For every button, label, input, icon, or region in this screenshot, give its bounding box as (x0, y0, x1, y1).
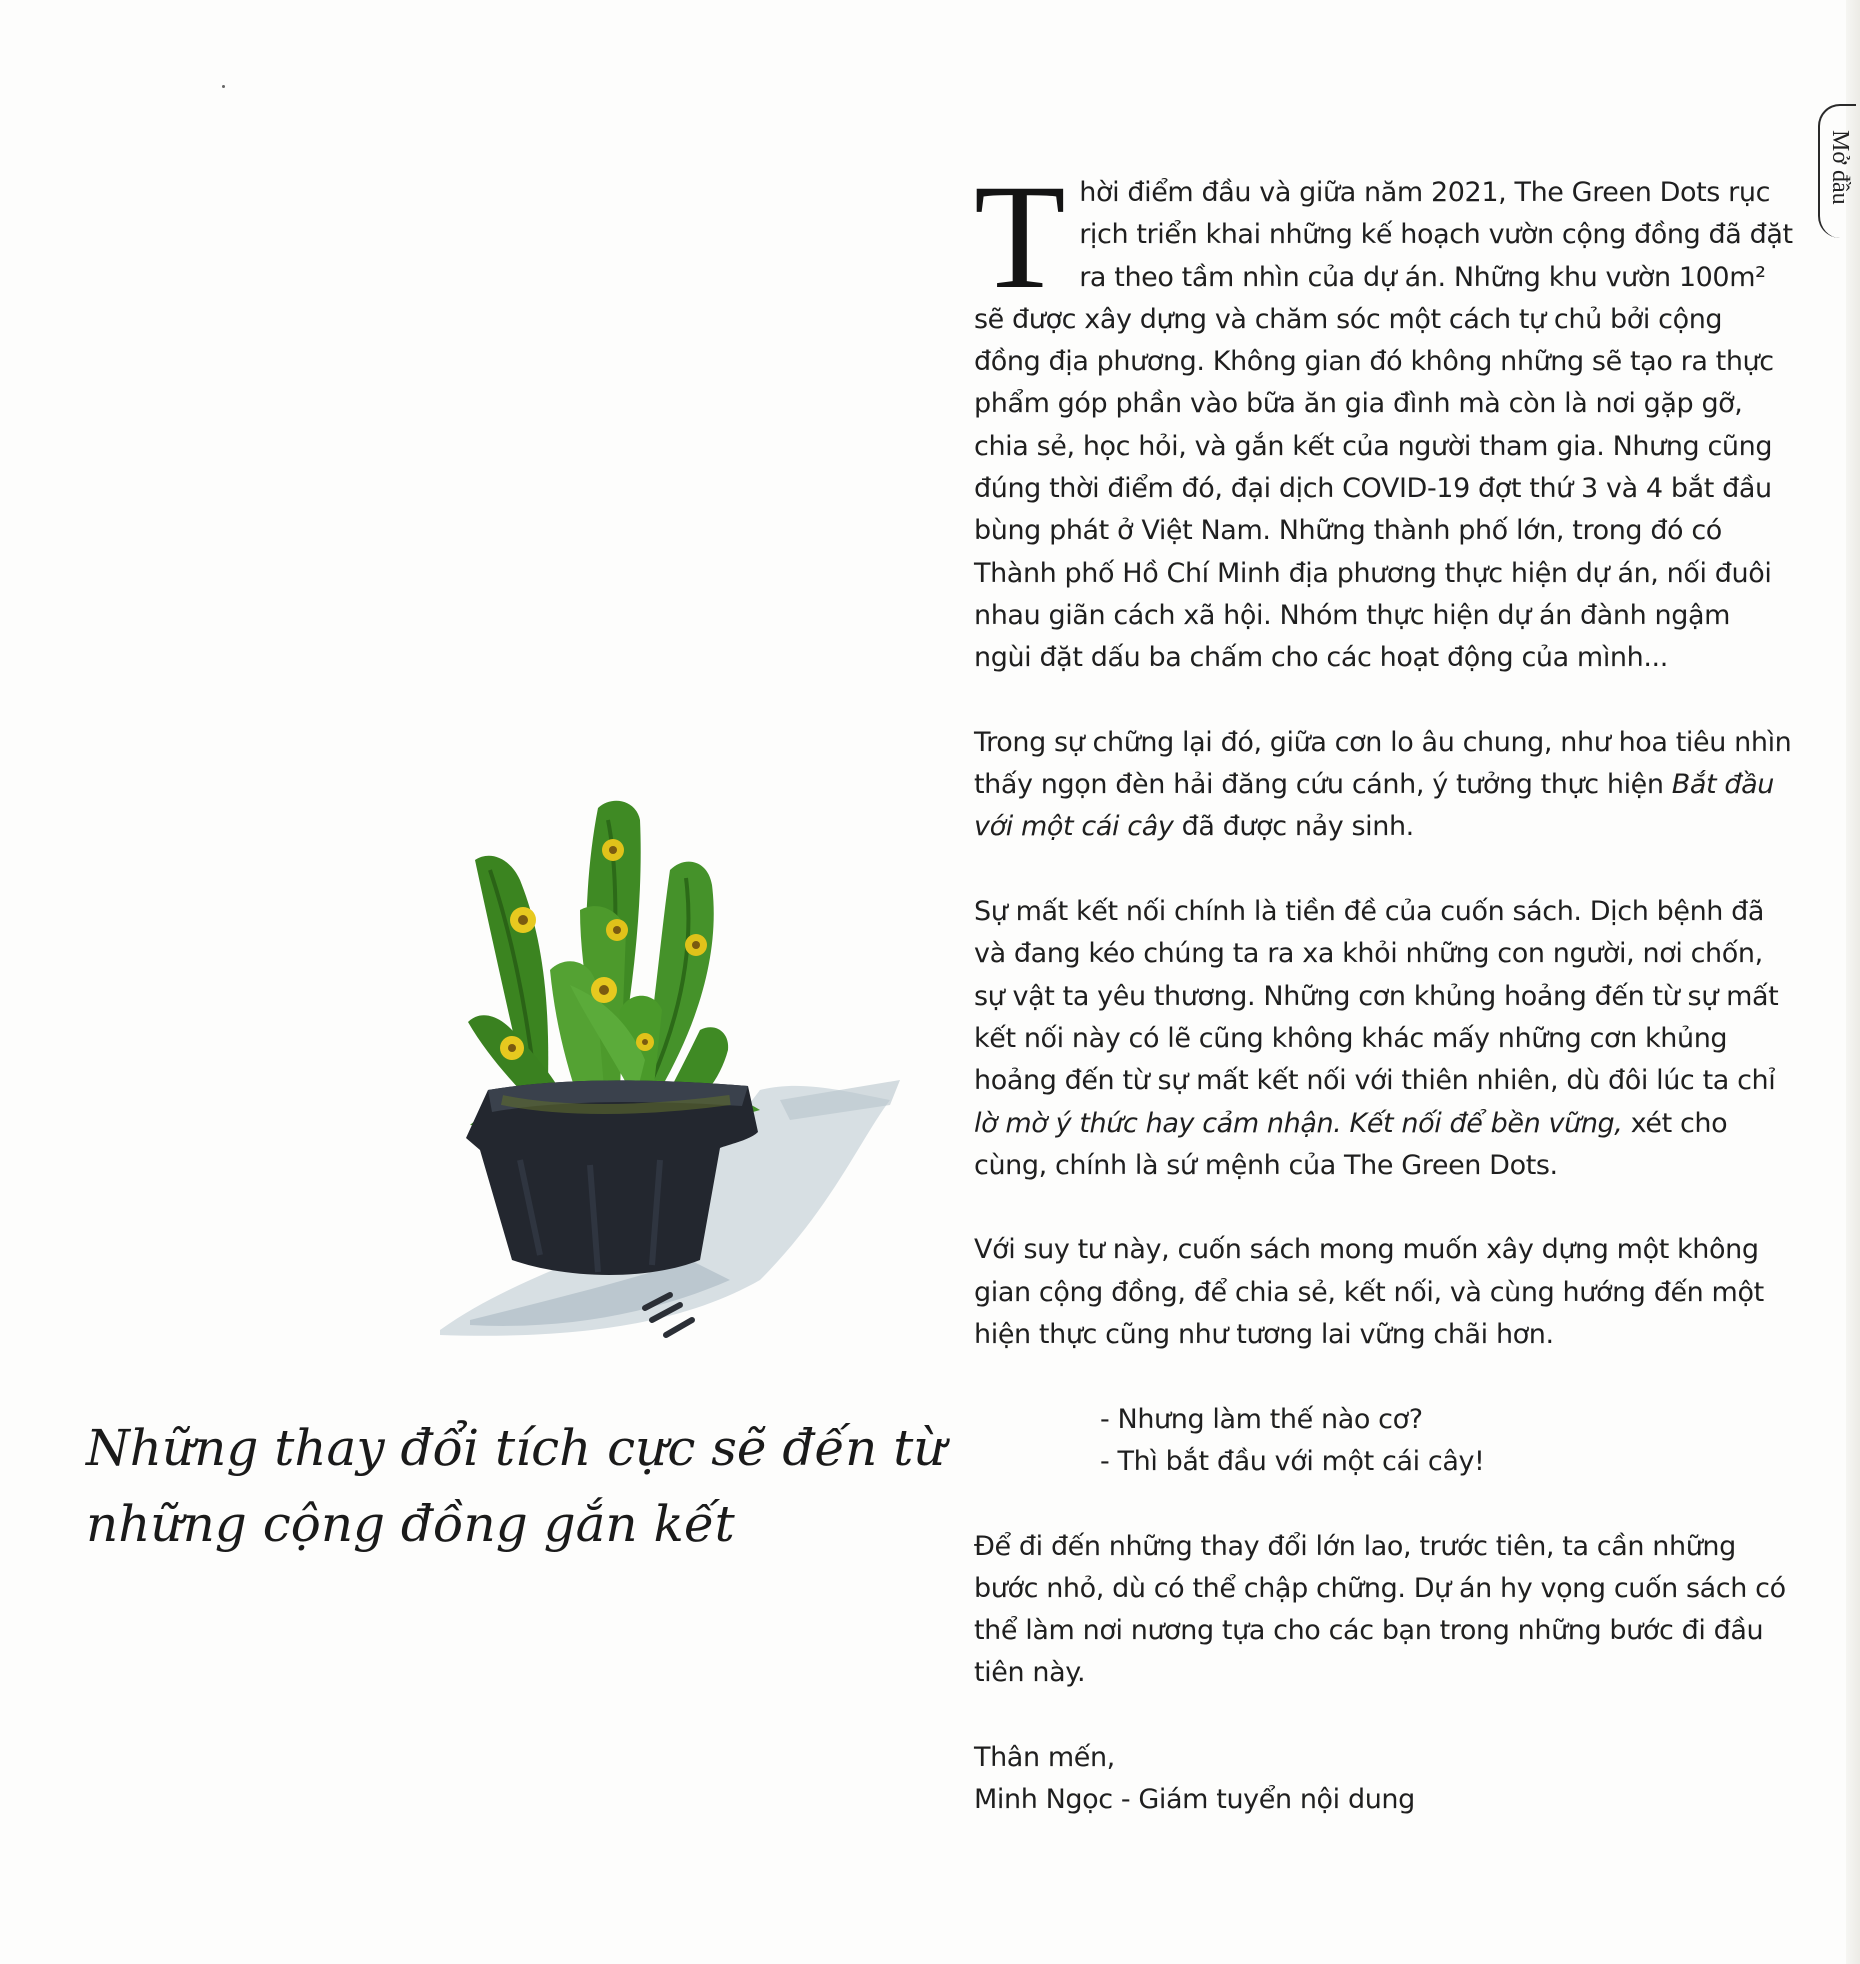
page-edge (1846, 0, 1860, 1964)
closing-line: Thân mến, (974, 1741, 1115, 1773)
paragraph-idea-text-a: Trong sự chững lại đó, giữa cơn lo âu chung, như hoa tiêu nhìn thấy ngọn đèn hải đăng cứu cánh, ý tưởng thực hiện (974, 726, 1792, 801)
paragraph-idea-text-b: đã được nảy sinh. (1173, 811, 1414, 843)
book-title-italic: Bắt đầu với một cái cây (974, 769, 1775, 843)
dialogue-line-answer: - Thì bắt đầu với một cái cây! (1100, 1445, 1485, 1477)
signature-block (974, 1737, 1794, 1822)
signature-line: Minh Ngọc - Giám tuyển nội dung (974, 1784, 1415, 1816)
paragraph-hope: Để đi đến những thay đổi lớn lao, trước tiên, ta cần những bước nhỏ, dù có thể chập chững. Dự án hy vọng cuốn sách có thể làm nơi nương tựa cho các bạn trong những bước đi đầu tiên này. (974, 1530, 1786, 1689)
paragraph-idea (974, 722, 1794, 849)
paragraph-disconnection-text-a: Sự mất kết nối chính là tiền đề của cuốn sách. Dịch bệnh đã và đang kéo chúng ta ra xa khỏi những con người, nơi chốn, sự vật ta yêu thương. Những cơn khủng hoảng đến từ sự mất kết nối này có lẽ cũng không khác mấy những cơn khủng hoảng đến từ sự mất kết nối với thiên nhiên, dù đôi lúc ta chỉ (974, 896, 1779, 1097)
article-body (974, 154, 1794, 1822)
paragraph-disconnection-text-b: xét cho cùng, chính là sứ mệnh của The Green Dots. (974, 1107, 1728, 1181)
paragraph-purpose: Với suy tư này, cuốn sách mong muốn xây dựng một không gian cộng đồng, để chia sẻ, kết nối, và cùng hướng đến một hiện thực cũng như tương lai vững chãi hơn. (974, 1234, 1764, 1351)
paragraph-intro (974, 154, 1794, 680)
drop-cap: T (974, 154, 1066, 320)
paper-speck (222, 85, 225, 88)
paragraph-intro-text: hời điểm đầu và giữa năm 2021, The Green Dots rục rịch triển khai những kế hoạch vườn cộng đồng đã đặt ra theo tầm nhìn của dự án. Những khu vườn 100m² sẽ được xây dựng và chăm sóc một cách tự chủ bởi cộng đồng địa phương. Không gian đó không những sẽ tạo ra thực phẩm góp phần vào bữa ăn gia đình mà còn là nơi gặp gỡ, chia sẻ, học hỏi, và gắn kết của người tham gia. Nhưng cũng đúng thời điểm đó, đại dịch COVID-19 đợt thứ 3 và 4 bắt đầu bùng phát ở Việt Nam. Những thành phố lớn, trong đó có Thành phố Hồ Chí Minh địa phương thực hiện dự án, nối đuôi nhau giãn cách xã hội. Nhóm thực hiện dự án đành ngậm ngùi đặt dấu ba chấm cho các hoạt động của mình... (974, 177, 1793, 674)
paragraph-disconnection (974, 891, 1794, 1187)
dialogue-line-question: - Nhưng làm thế nào cơ? (1100, 1403, 1423, 1435)
paragraph-disconnection-italic: lờ mờ ý thức hay cảm nhận. Kết nối để bền vững, (974, 1107, 1623, 1139)
pull-quote: Những thay đổi tích cực sẽ đến từ những cộng đồng gắn kết (86, 1419, 946, 1553)
potted-plant-illustration (430, 760, 930, 1380)
dialogue (974, 1399, 1794, 1484)
section-tab-label: Mở đầu (1827, 130, 1853, 205)
